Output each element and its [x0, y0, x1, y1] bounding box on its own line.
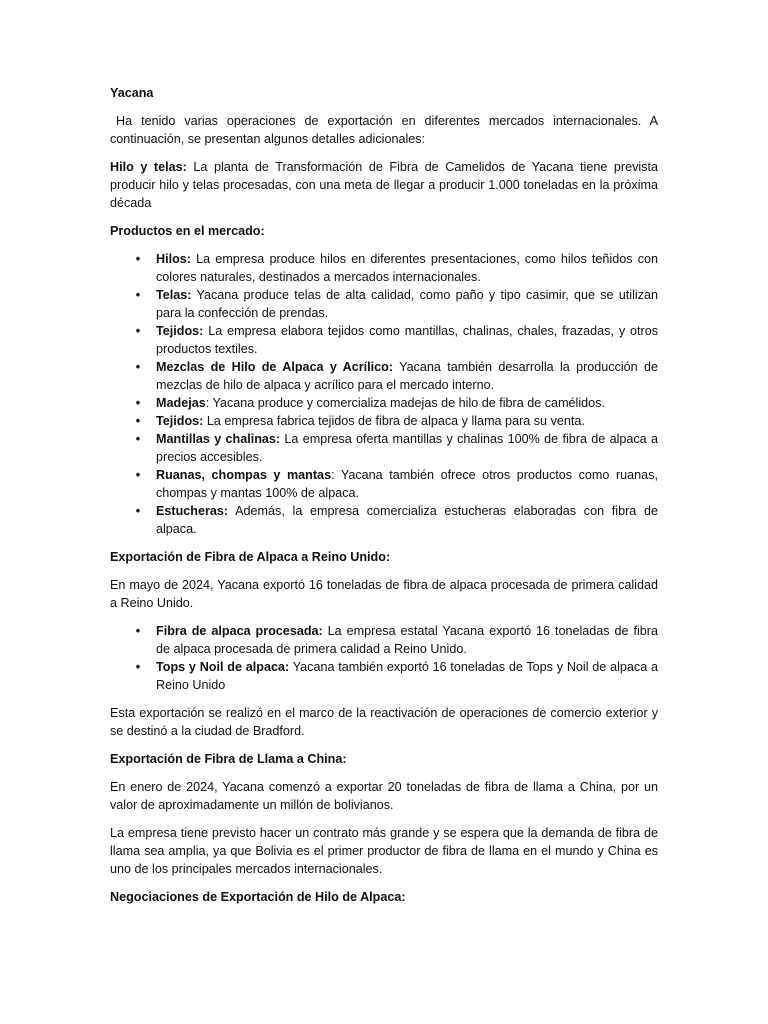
item-text: La empresa produce hilos en diferentes presentaciones, como hilos teñidos con colores naturales, destinados a mercados internacionales. [156, 252, 658, 284]
list-item [135, 502, 658, 538]
item-text: La empresa estatal Yacana exportó 16 toneladas de fibra de alpaca procesada de primera calidad a Reino Unido. [156, 624, 658, 656]
list-item [135, 322, 658, 358]
list-item [135, 412, 658, 430]
item-text: Yacana produce telas de alta calidad, como paño y tipo casimir, que se utilizan para la confección de prendas. [156, 288, 658, 320]
list-item [135, 250, 658, 286]
productos-heading: Productos en el mercado: [110, 224, 265, 238]
doc-title: Yacana [110, 86, 154, 100]
bullet-icon: • [135, 360, 141, 374]
item-label: Hilos: [156, 252, 191, 266]
reino-list [110, 622, 658, 694]
bullet-icon: • [135, 432, 141, 446]
bullet-icon: • [135, 324, 141, 338]
bullet-icon: • [135, 468, 141, 482]
china-heading: Exportación de Fibra de Llama a China: [110, 752, 347, 766]
hilo-telas-text: La planta de Transformación de Fibra de Camelidos de Yacana tiene prevista producir hilo y telas procesadas, con una meta de llegar a producir 1.000 toneladas en la próxima década [110, 160, 659, 210]
hilo-telas-paragraph [110, 158, 658, 212]
bullet-icon: • [135, 288, 141, 302]
productos-list [110, 250, 658, 538]
bullet-icon: • [135, 504, 141, 518]
negociaciones-heading: Negociaciones de Exportación de Hilo de Alpaca: [110, 890, 406, 904]
item-text: Yacana también desarrolla la producción de mezclas de hilo de alpaca y acrílico para el mercado interno. [156, 360, 658, 392]
list-item [135, 394, 658, 412]
item-text: : Yacana también ofrece otros productos como ruanas, chompas y mantas 100% de alpaca. [156, 468, 658, 500]
china-paragraph-2: La empresa tiene previsto hacer un contrato más grande y se espera que la demanda de fibra de llama sea amplia, ya que Bolivia es el primer productor de fibra de llama en el mundo y China es uno de los principales mercados internacionales. [110, 826, 658, 876]
bullet-icon: • [135, 660, 141, 674]
list-item [135, 430, 658, 466]
item-label: Tejidos: [156, 324, 204, 338]
item-text: La empresa elabora tejidos como mantillas, chalinas, chales, frazadas, y otros productos textiles. [156, 324, 658, 356]
item-text: La empresa oferta mantillas y chalinas 100% de fibra de alpaca a precios accesibles. [156, 432, 658, 464]
item-label: Fibra de alpaca procesada: [156, 624, 323, 638]
item-label: Tops y Noil de alpaca: [156, 660, 290, 674]
reino-note-paragraph: Esta exportación se realizó en el marco de la reactivación de operaciones de comercio exterior y se destinó a la ciudad de Bradford. [110, 706, 658, 738]
reino-heading: Exportación de Fibra de Alpaca a Reino Unido: [110, 550, 391, 564]
item-text: Yacana también exportó 16 toneladas de Tops y Noil de alpaca a Reino Unido [156, 660, 658, 692]
china-paragraph-1: En enero de 2024, Yacana comenzó a exportar 20 toneladas de fibra de llama a China, por un valor de aproximadamente un millón de bolivianos. [110, 780, 658, 812]
document-page [110, 84, 658, 916]
item-label: Telas: [156, 288, 192, 302]
item-text: Además, la empresa comercializa estucheras elaboradas con fibra de alpaca. [156, 504, 658, 536]
bullet-icon: • [135, 624, 141, 638]
list-item [135, 622, 658, 658]
item-label: Tejidos: [156, 414, 204, 428]
item-label: Mantillas y chalinas: [156, 432, 281, 446]
item-text: La empresa fabrica tejidos de fibra de alpaca y llama para su venta. [203, 414, 585, 428]
bullet-icon: • [135, 252, 141, 266]
list-item [135, 466, 658, 502]
intro-paragraph: Ha tenido varias operaciones de exportación en diferentes mercados internacionales. A continuación, se presentan algunos detalles adicionales: [110, 114, 658, 146]
item-label: Mezclas de Hilo de Alpaca y Acrílico: [156, 360, 394, 374]
item-label: Madejas [156, 396, 206, 410]
item-text: : Yacana produce y comercializa madejas de hilo de fibra de camélidos. [205, 396, 605, 410]
list-item [135, 658, 658, 694]
bullet-icon: • [135, 396, 141, 410]
bullet-icon: • [135, 414, 141, 428]
item-label: Ruanas, chompas y mantas [156, 468, 332, 482]
item-label: Estucheras: [156, 504, 229, 518]
reino-paragraph: En mayo de 2024, Yacana exportó 16 toneladas de fibra de alpaca procesada de primera calidad a Reino Unido. [110, 578, 658, 610]
hilo-telas-label: Hilo y telas: [110, 160, 187, 174]
list-item [135, 286, 658, 322]
list-item [135, 358, 658, 394]
